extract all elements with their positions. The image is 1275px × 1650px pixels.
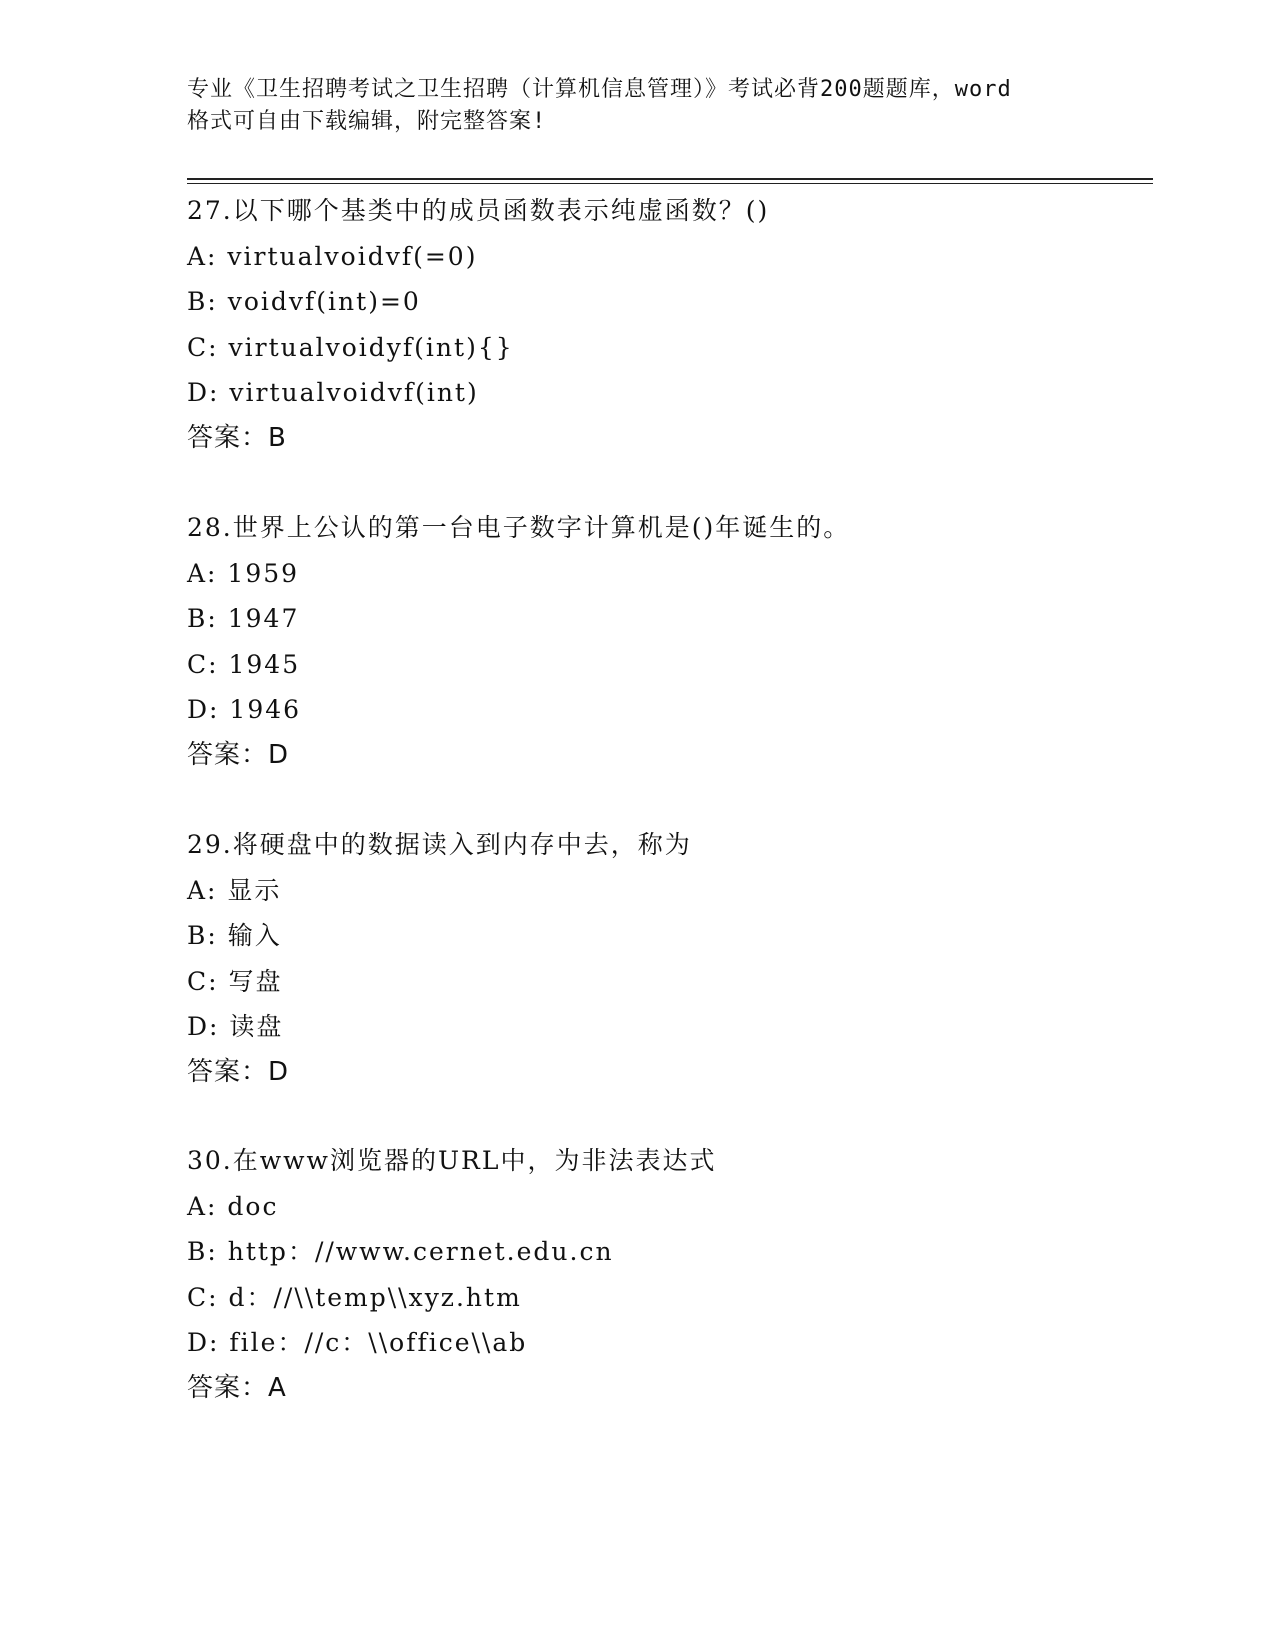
- option-a: A: 显示: [187, 875, 282, 905]
- question-title: 28.世界上公认的第一台电子数字计算机是()年诞生的。: [187, 513, 851, 542]
- option-b: B: http：//www.cernet.edu.cn: [187, 1237, 614, 1266]
- option-c: C: 写盘: [187, 966, 283, 996]
- document-header: [187, 74, 1087, 138]
- header-line-2: 格式可自由下载编辑，附完整答案!: [187, 109, 547, 134]
- answer-line: 答案：D: [187, 1056, 290, 1087]
- option-a: A: doc: [187, 1191, 279, 1221]
- option-a: A: 1959: [187, 558, 300, 588]
- option-d: D: 1946: [187, 695, 302, 724]
- option-d: D: 读盘: [187, 1012, 284, 1041]
- header-divider-thick: [187, 178, 1153, 180]
- answer-line: 答案：A: [187, 1372, 287, 1403]
- option-a: A: virtualvoidvf(=0): [187, 241, 478, 271]
- question-title: 27.以下哪个基类中的成员函数表示纯虚函数？(): [187, 196, 770, 225]
- question-30: [187, 1138, 1167, 1411]
- header-divider-thin: [187, 183, 1153, 184]
- header-line-1: 专业《卫生招聘考试之卫生招聘（计算机信息管理）》考试必背200题题库，word: [187, 77, 1012, 102]
- option-c: C: virtualvoidyf(int){}: [187, 332, 514, 362]
- option-c: C: 1945: [187, 649, 301, 679]
- question-title: 30.在www浏览器的URL中，为非法表达式: [187, 1146, 717, 1175]
- question-28: [187, 505, 1167, 778]
- option-b: B: voidvf(int)=0: [187, 287, 421, 316]
- option-d: D: file：//c：\\office\\ab: [187, 1328, 528, 1357]
- option-b: B: 输入: [187, 921, 282, 950]
- answer-line: 答案：B: [187, 422, 287, 453]
- question-title: 29.将硬盘中的数据读入到内存中去，称为: [187, 830, 692, 859]
- option-b: B: 1947: [187, 604, 300, 633]
- answer-line: 答案：D: [187, 739, 290, 770]
- option-c: C: d：//\\temp\\xyz.htm: [187, 1282, 522, 1312]
- question-29: [187, 822, 1167, 1095]
- option-d: D: virtualvoidvf(int): [187, 378, 479, 407]
- question-27: [187, 188, 1167, 461]
